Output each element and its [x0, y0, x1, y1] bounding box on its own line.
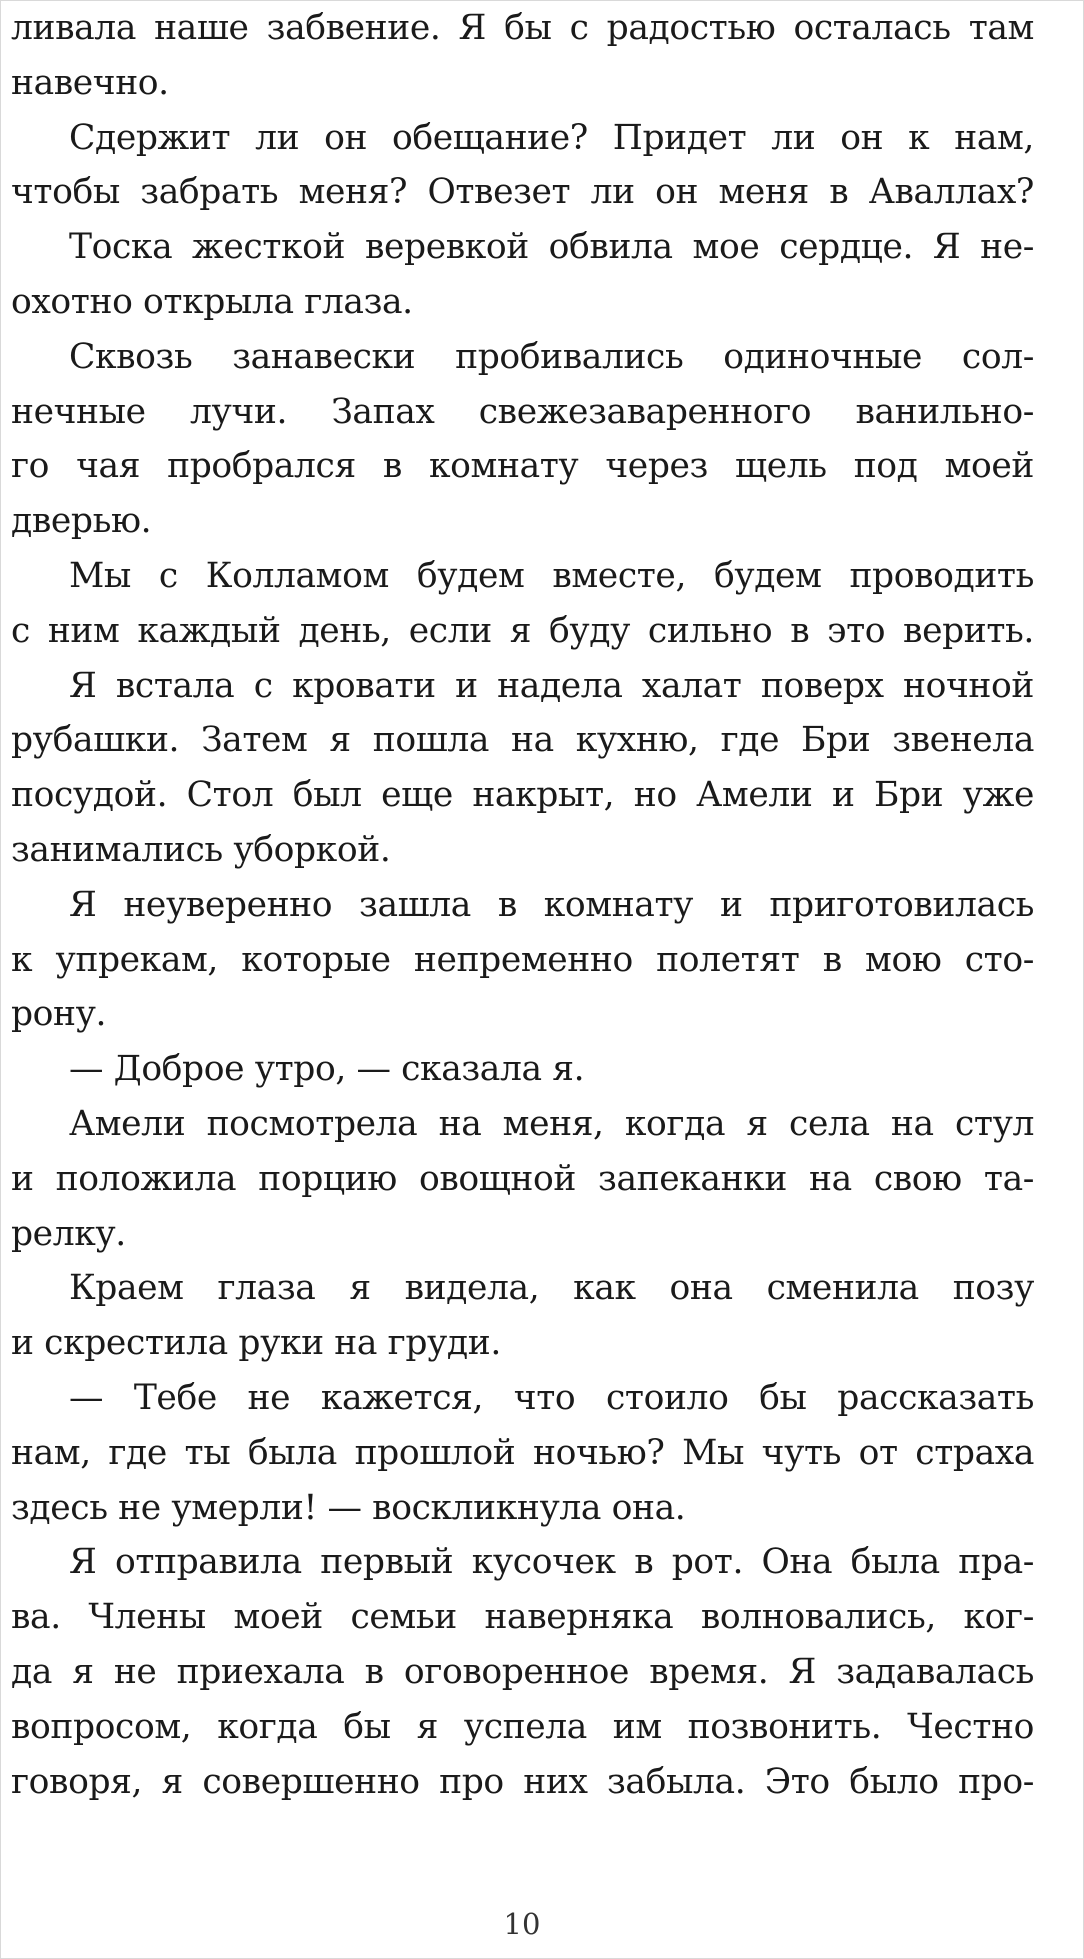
text-line: и скрестила руки на груди. — [11, 1323, 501, 1364]
text-line: дверью. — [11, 501, 152, 542]
text-line: да я не приехала в оговоренное время. Я задавалась — [11, 1651, 1034, 1692]
text-line: посудой. Стол был еще накрыт, но Амели и Бри уже — [11, 775, 1034, 816]
text-line: ва. Члены моей семьи наверняка волновались, ког- — [11, 1597, 1034, 1638]
text-line: Я встала с кровати и надела халат поверх ночной — [69, 665, 1034, 706]
text-line: Тоска жесткой веревкой обвила мое сердце. Я не- — [69, 227, 1034, 268]
text-line: занимались уборкой. — [11, 829, 391, 870]
page-number: 10 — [503, 1907, 541, 1941]
text-line: нечные лучи. Запах свежезаваренного ванильно- — [11, 391, 1034, 432]
text-line: рону. — [11, 994, 107, 1035]
text-line: Я отправила первый кусочек в рот. Она была пра- — [69, 1542, 1034, 1583]
text-line: охотно открыла глаза. — [11, 281, 413, 322]
text-line: с ним каждый день, если я буду сильно в это верить. — [11, 610, 1034, 651]
body-text — [11, 1, 1034, 1809]
text-line: — Доброе утро, — сказала я. — [69, 1049, 585, 1090]
text-line: Мы с Колламом будем вместе, будем проводить — [69, 555, 1034, 596]
text-line: говоря, я совершенно про них забыла. Это было про- — [11, 1761, 1034, 1802]
text-line: вопросом, когда бы я успела им позвонить. Честно — [11, 1706, 1034, 1747]
text-line: ливала наше забвение. Я бы с радостью осталась там — [11, 8, 1034, 48]
text-line: — Тебе не кажется, что стоило бы рассказать — [69, 1377, 1034, 1418]
text-line: к упрекам, которые непременно полетят в мою сто- — [11, 939, 1034, 980]
text-line: чтобы забрать меня? Отвезет ли он меня в Аваллах? — [11, 172, 1034, 213]
text-line: Сдержит ли он обещание? Придет ли он к нам, — [69, 117, 1034, 158]
text-line: навечно. — [11, 62, 169, 103]
text-line: и положила порцию овощной запеканки на свою та- — [11, 1158, 1034, 1199]
text-line: го чая пробрался в комнату через щель под моей — [11, 446, 1034, 487]
text-line: Амели посмотрела на меня, когда я села на стул — [69, 1103, 1034, 1144]
text-line: релку. — [11, 1213, 126, 1254]
text-line: Краем глаза я видела, как она сменила позу — [69, 1268, 1034, 1309]
text-line: Сквозь занавески пробивались одиночные сол- — [69, 336, 1034, 377]
text-line: здесь не умерли! — воскликнула она. — [11, 1487, 686, 1528]
text-line: рубашки. Затем я пошла на кухню, где Бри звенела — [11, 720, 1034, 761]
text-line: Я неуверенно зашла в комнату и приготовилась — [69, 884, 1034, 925]
text-line: нам, где ты была прошлой ночью? Мы чуть от страха — [11, 1432, 1034, 1473]
